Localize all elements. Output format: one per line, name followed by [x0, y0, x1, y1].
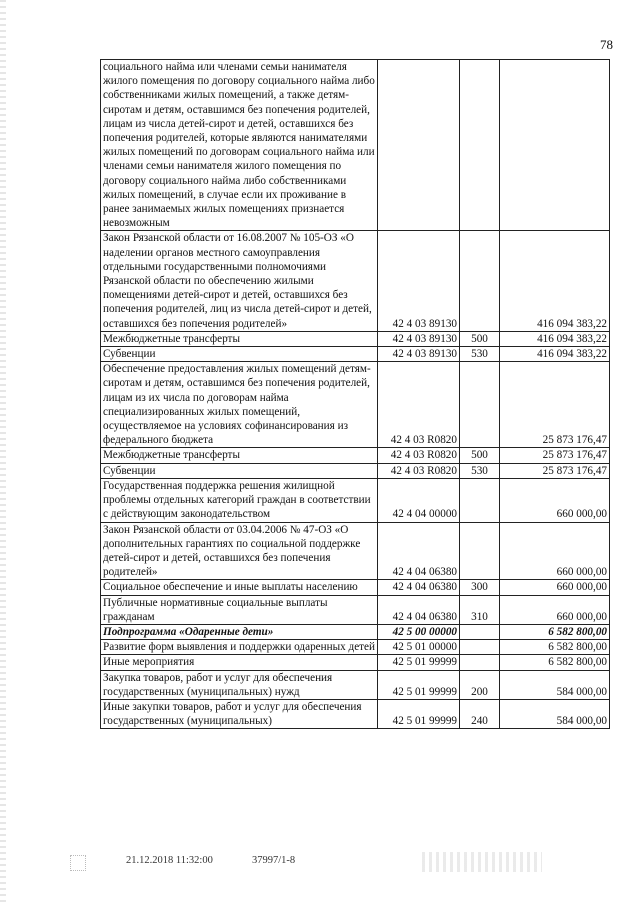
- row-expense-type: 500: [460, 331, 500, 346]
- footer-doc-id: 37997/1-8: [252, 855, 296, 866]
- row-code: 42 4 03 89130: [378, 231, 460, 331]
- table-row: [101, 231, 610, 331]
- row-code: 42 5 01 99999: [378, 655, 460, 670]
- row-code: 42 4 03 89130: [378, 331, 460, 346]
- row-amount: 6 582 800,00: [500, 655, 610, 670]
- row-amount: 416 094 383,22: [500, 347, 610, 362]
- row-amount: 660 000,00: [500, 595, 610, 624]
- row-amount: 584 000,00: [500, 699, 610, 728]
- row-description: социального найма или членами семьи нанимателя жилого помещения по договору социального найма либо собственниками жилых помещений, а также детям-сиротам и детям, оставшимся без попечения родителей, лицам из числа детей-сирот и детей, оставшихся без попечения родителей, которые являются нанимателями жилых помещений по договорам социального найма или членами семьи нанимателя жилого помещения по договору социального найма либо собственниками жилых помещений, в случае если их проживание в ранее занимаемых жилых помещениях признается невозможным: [101, 60, 378, 231]
- row-code: 42 4 03 R0820: [378, 463, 460, 478]
- row-expense-type: [460, 231, 500, 331]
- row-description: Субвенции: [101, 347, 378, 362]
- row-code: [378, 60, 460, 231]
- row-expense-type: [460, 522, 500, 580]
- row-amount: 6 582 800,00: [500, 640, 610, 655]
- page-number: 78: [600, 37, 613, 52]
- row-description: Межбюджетные трансферты: [101, 448, 378, 463]
- row-description: Субвенции: [101, 463, 378, 478]
- table-row: [101, 624, 610, 639]
- table-row: [101, 347, 610, 362]
- table-row: [101, 580, 610, 595]
- table-row: [101, 522, 610, 580]
- row-expense-type: [460, 362, 500, 448]
- row-expense-type: [460, 624, 500, 639]
- row-amount: 6 582 800,00: [500, 624, 610, 639]
- row-code: 42 4 03 89130: [378, 347, 460, 362]
- row-description: Подпрограмма «Одаренные дети»: [101, 624, 378, 639]
- row-description: Закон Рязанской области от 16.08.2007 № 105-ОЗ «О наделении органов местного самоуправления отдельными государственными полномочиями Рязанской области по обеспечению жилыми помещениями детей-сирот и детей, оставшихся без попечения родителей, лиц из числа детей-сирот и детей, оставшихся без попечения родителей»: [101, 231, 378, 331]
- row-code: 42 5 01 99999: [378, 670, 460, 699]
- row-code: 42 5 01 99999: [378, 699, 460, 728]
- table-row: [101, 595, 610, 624]
- row-code: 42 4 04 06380: [378, 580, 460, 595]
- table-row: [101, 640, 610, 655]
- table-row: [101, 362, 610, 448]
- row-description: Социальное обеспечение и иные выплаты населению: [101, 580, 378, 595]
- row-code: 42 4 04 00000: [378, 478, 460, 522]
- row-expense-type: 300: [460, 580, 500, 595]
- row-description: Закупка товаров, работ и услуг для обеспечения государственных (муниципальных) нужд: [101, 670, 378, 699]
- table-row: [101, 655, 610, 670]
- row-code: 42 5 01 00000: [378, 640, 460, 655]
- row-amount: 416 094 383,22: [500, 331, 610, 346]
- table-row: [101, 699, 610, 728]
- table-row: [101, 670, 610, 699]
- row-description: Государственная поддержка решения жилищной проблемы отдельных категорий граждан в соответствии с действующим законодательством: [101, 478, 378, 522]
- row-expense-type: [460, 640, 500, 655]
- row-amount: 25 873 176,47: [500, 463, 610, 478]
- row-expense-type: 310: [460, 595, 500, 624]
- row-expense-type: 500: [460, 448, 500, 463]
- table-row: [101, 331, 610, 346]
- row-amount: 25 873 176,47: [500, 448, 610, 463]
- row-description: Закон Рязанской области от 03.04.2006 № 47-ОЗ «О дополнительных гарантиях по социальной поддержке детей-сирот и детей, оставшихся без попечения родителей»: [101, 522, 378, 580]
- row-code: 42 4 03 R0820: [378, 448, 460, 463]
- scan-edge: [0, 0, 6, 905]
- row-expense-type: 530: [460, 463, 500, 478]
- row-expense-type: 200: [460, 670, 500, 699]
- row-description: Обеспечение предоставления жилых помещений детям-сиротам и детям, оставшимся без попечения родителей, лицам из их числа по договорам найма специализированных жилых помещений, осуществляемое на условиях софинансирования из федерального бюджета: [101, 362, 378, 448]
- table-row: [101, 463, 610, 478]
- row-amount: 25 873 176,47: [500, 362, 610, 448]
- row-description: Развитие форм выявления и поддержки одаренных детей: [101, 640, 378, 655]
- table-row: [101, 448, 610, 463]
- row-code: 42 4 03 R0820: [378, 362, 460, 448]
- row-description: Иные мероприятия: [101, 655, 378, 670]
- row-code: 42 5 00 00000: [378, 624, 460, 639]
- row-code: 42 4 04 06380: [378, 522, 460, 580]
- row-expense-type: [460, 60, 500, 231]
- row-expense-type: [460, 478, 500, 522]
- row-code: 42 4 04 06380: [378, 595, 460, 624]
- scan-stamp: [422, 852, 542, 872]
- scan-mark: [70, 855, 86, 871]
- row-expense-type: [460, 655, 500, 670]
- table-row: [101, 60, 610, 231]
- row-amount: [500, 60, 610, 231]
- row-expense-type: 240: [460, 699, 500, 728]
- row-description: Публичные нормативные социальные выплаты гражданам: [101, 595, 378, 624]
- footer-datetime: 21.12.2018 11:32:00: [126, 855, 213, 866]
- row-description: Иные закупки товаров, работ и услуг для обеспечения государственных (муниципальных): [101, 699, 378, 728]
- row-amount: 660 000,00: [500, 580, 610, 595]
- row-amount: 584 000,00: [500, 670, 610, 699]
- row-amount: 660 000,00: [500, 522, 610, 580]
- budget-table: [100, 59, 610, 729]
- row-expense-type: 530: [460, 347, 500, 362]
- row-amount: 660 000,00: [500, 478, 610, 522]
- table-row: [101, 478, 610, 522]
- row-description: Межбюджетные трансферты: [101, 331, 378, 346]
- row-amount: 416 094 383,22: [500, 231, 610, 331]
